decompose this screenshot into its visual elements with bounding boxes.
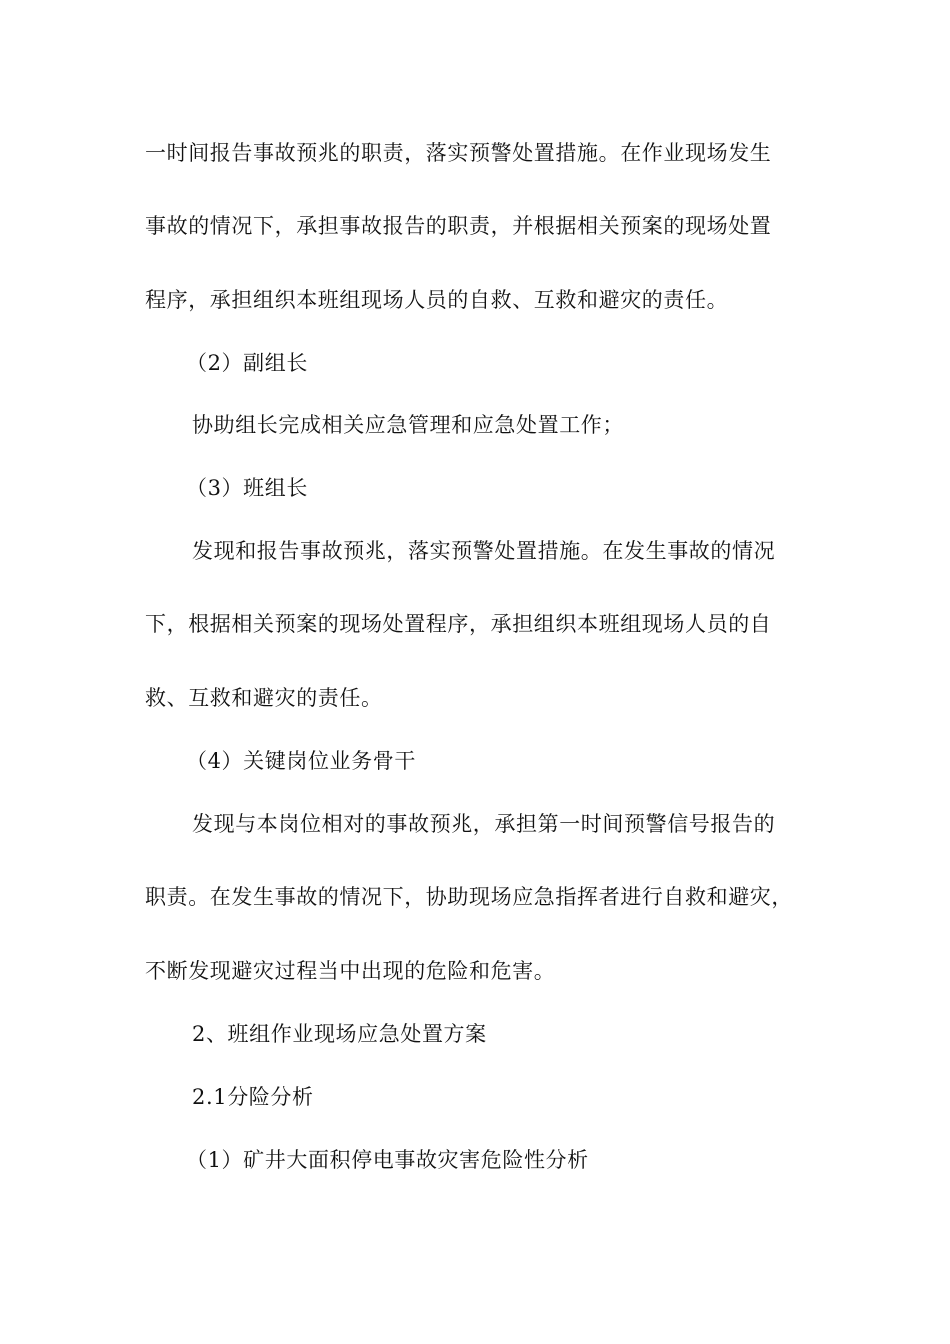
subsection-heading: （1）矿井大面积停电事故灾害危险性分析 (186, 1148, 589, 1172)
section-heading: （3）班组长 (186, 476, 308, 500)
paragraph-line: 程序，承担组织本班组现场人员的自救、互救和避灾的责任。 (145, 288, 729, 312)
paragraph-line: 下，根据相关预案的现场处置程序，承担组织本班组现场人员的自 (145, 612, 772, 636)
paragraph-line: 一时间报告事故预兆的职责，落实预警处置措施。在作业现场发生 (145, 141, 772, 165)
subsection-heading: 2.1分险分析 (192, 1085, 314, 1109)
paragraph-line: 发现与本岗位相对的事故预兆，承担第一时间预警信号报告的 (192, 812, 776, 836)
paragraph-line: 不断发现避灾过程当中出现的危险和危害。 (145, 959, 556, 983)
section-heading: （4）关键岗位业务骨干 (186, 749, 416, 773)
paragraph-line: 发现和报告事故预兆，落实预警处置措施。在发生事故的情况 (192, 539, 776, 563)
paragraph-line: 职责。在发生事故的情况下，协助现场应急指挥者进行自救和避灾， (145, 885, 793, 909)
section-heading: （2）副组长 (186, 351, 308, 375)
paragraph-line: 救、互救和避灾的责任。 (145, 686, 383, 710)
paragraph-line: 协助组长完成相关应急管理和应急处置工作； (192, 413, 624, 437)
section-heading: 2、班组作业现场应急处置方案 (192, 1022, 487, 1046)
paragraph-line: 事故的情况下，承担事故报告的职责，并根据相关预案的现场处置 (145, 214, 772, 238)
